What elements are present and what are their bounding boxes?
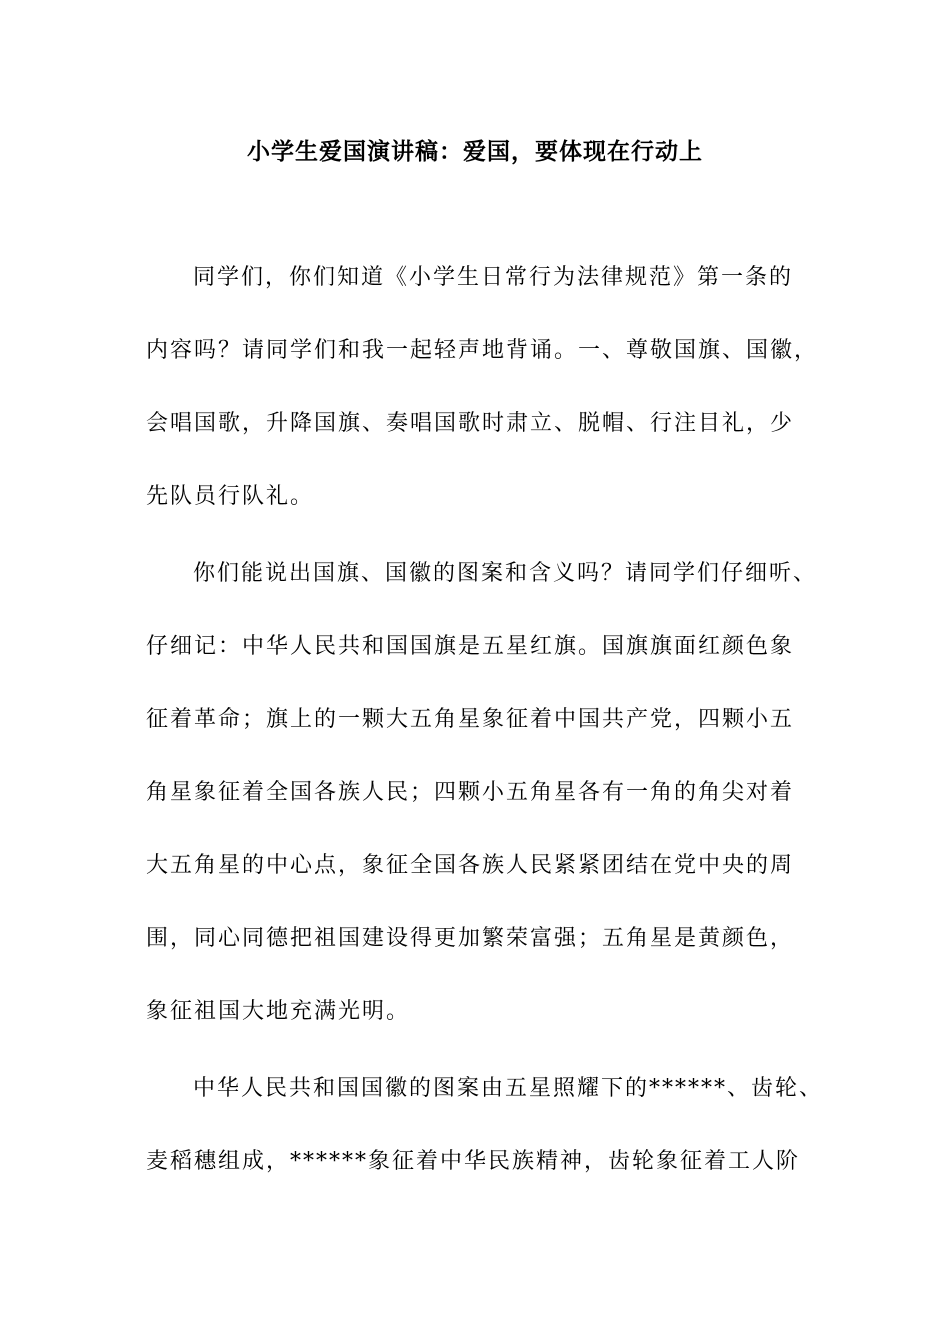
text-line: 大五角星的中心点，象征全国各族人民紧紧团结在党中央的周	[146, 853, 795, 878]
text-line: 会唱国歌，升降国旗、奏唱国歌时肃立、脱帽、行注目礼，少	[146, 411, 795, 436]
text-line: 角星象征着全国各族人民；四颗小五角星各有一角的角尖对着	[146, 780, 795, 805]
document-title: 小学生爱国演讲稿：爱国，要体现在行动上	[247, 139, 703, 165]
text-line: 同学们，你们知道《小学生日常行为法律规范》第一条的	[193, 265, 794, 290]
text-line: 内容吗？请同学们和我一起轻声地背诵。一、尊敬国旗、国徽，	[146, 338, 819, 363]
text-line: 先队员行队礼。	[146, 484, 315, 509]
text-line: 中华人民共和国国徽的图案由五星照耀下的******、齿轮、	[193, 1076, 824, 1101]
text-line: 象征祖国大地充满光明。	[146, 999, 411, 1024]
text-line: 围，同心同德把祖国建设得更加繁荣富强；五角星是黄颜色，	[146, 926, 795, 951]
text-line: 你们能说出国旗、国徽的图案和含义吗？请同学们仔细听、	[193, 561, 818, 586]
text-line: 征着革命；旗上的一颗大五角星象征着中国共产党，四颗小五	[146, 707, 795, 732]
text-line: 麦稻穗组成，******象征着中华民族精神，齿轮象征着工人阶	[146, 1149, 801, 1174]
text-line: 仔细记：中华人民共和国国旗是五星红旗。国旗旗面红颜色象	[146, 634, 795, 659]
